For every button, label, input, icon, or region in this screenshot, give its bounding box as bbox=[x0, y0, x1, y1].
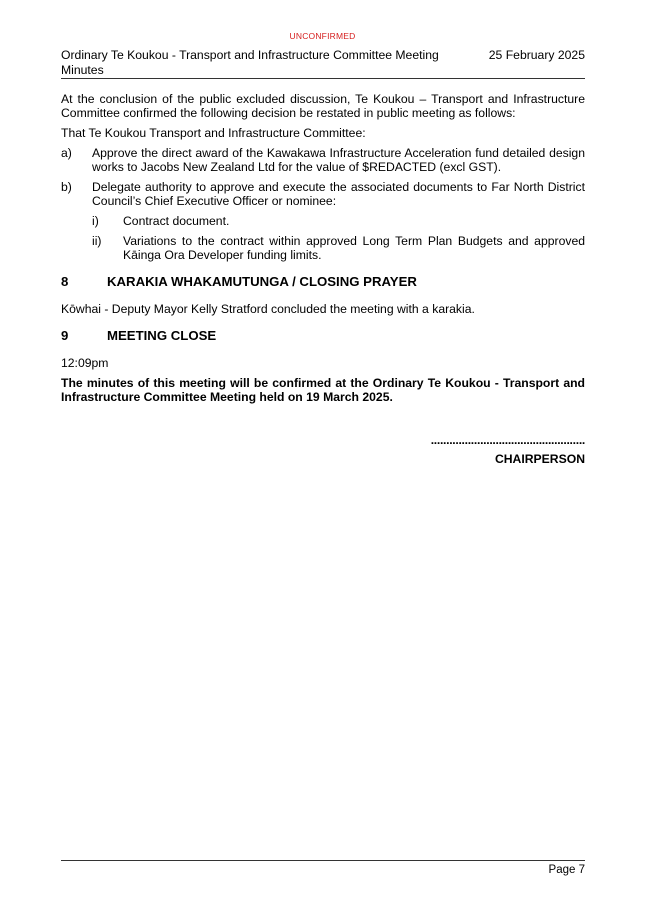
unconfirmed-stamp: UNCONFIRMED bbox=[289, 31, 356, 41]
list-item-text: Delegate authority to approve and execute the associated documents to Far North District Council’s Chief Executive Officer or nominee: bbox=[92, 180, 585, 208]
section-number: 8 bbox=[61, 274, 69, 289]
sublist-item-text: Variations to the contract within approved Long Term Plan Budgets and approved Kāinga Ora Developer funding limits. bbox=[123, 234, 585, 262]
section-title: MEETING CLOSE bbox=[107, 328, 217, 343]
document-title: Ordinary Te Koukou - Transport and Infrastructure Committee Meeting Minutes bbox=[61, 48, 439, 77]
header-divider bbox=[61, 78, 585, 79]
footer-divider bbox=[61, 860, 585, 861]
resolution-item-b bbox=[61, 180, 585, 208]
chairperson-label: CHAIRPERSON bbox=[494, 452, 585, 466]
section-number: 9 bbox=[61, 328, 69, 343]
confirmation-statement: The minutes of this meeting will be confirmed at the Ordinary Te Koukou - Transport and Infrastructure Committee Meeting held on 19 March 2025. bbox=[61, 376, 585, 404]
list-item-text: Approve the direct award of the Kawakawa Infrastructure Acceleration fund detailed design works to Jacobs New Zealand Ltd for the value of $REDACTED (excl GST). bbox=[92, 146, 585, 174]
list-marker: a) bbox=[61, 146, 72, 160]
section-heading-closing-prayer bbox=[61, 274, 585, 290]
section-title: KARAKIA WHAKAMUTUNGA / CLOSING PRAYER bbox=[107, 274, 417, 289]
resolution-item-a bbox=[61, 146, 585, 174]
meeting-date: 25 February 2025 bbox=[488, 48, 585, 62]
sublist-marker: i) bbox=[92, 214, 99, 228]
sublist-item-text: Contract document. bbox=[123, 214, 230, 228]
list-marker: b) bbox=[61, 180, 72, 194]
sublist-marker: ii) bbox=[92, 234, 102, 248]
intro-paragraph: At the conclusion of the public excluded discussion, Te Koukou – Transport and Infrastructure Committee confirmed the following decision be restated in public meeting as follows: bbox=[61, 92, 585, 120]
signature-line: .................................................. bbox=[430, 433, 585, 447]
page-number: Page 7 bbox=[548, 864, 585, 876]
resolution-lead: That Te Koukou Transport and Infrastructure Committee: bbox=[61, 126, 366, 140]
document-body bbox=[61, 92, 585, 410]
resolution-subitem-ii bbox=[61, 234, 585, 262]
section-heading-meeting-close bbox=[61, 328, 585, 344]
signature-block bbox=[61, 433, 585, 466]
closing-prayer-text: Kōwhai - Deputy Mayor Kelly Stratford concluded the meeting with a karakia. bbox=[61, 302, 475, 316]
resolution-subitem-i bbox=[61, 214, 585, 228]
meeting-close-time: 12:09pm bbox=[61, 356, 109, 370]
